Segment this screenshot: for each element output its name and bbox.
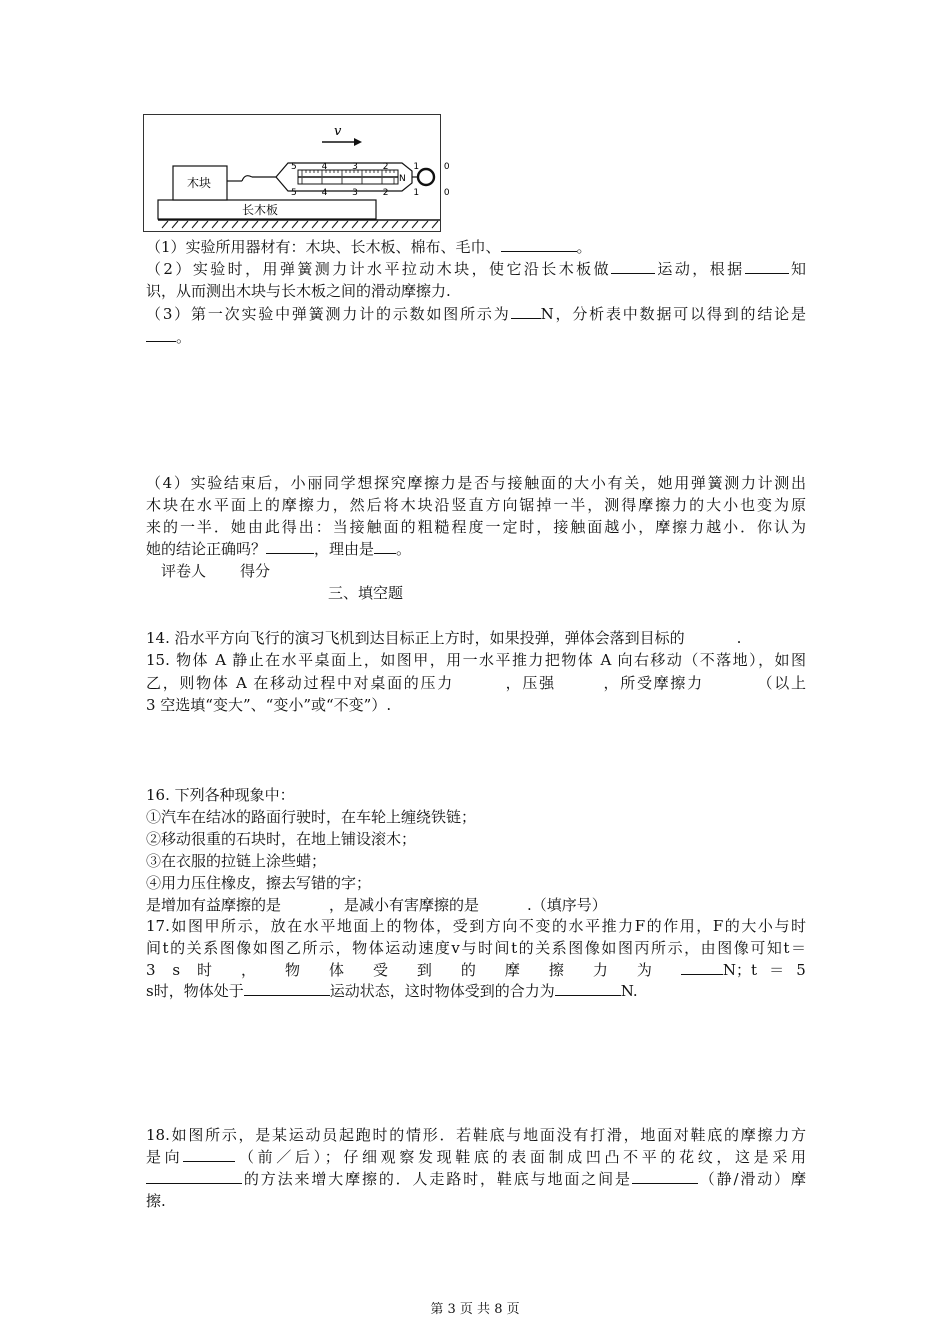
- grader-score: 得分: [240, 562, 271, 580]
- q18-line3: 的方法来增大摩擦的．人走路时，鞋底与地面之间是 （静/滑动）摩: [146, 1168, 806, 1190]
- q13-part2-line1: （2）实验时，用弹簧测力计水平拉动木块，使它沿长木板做 运动，根据 知: [146, 260, 806, 278]
- blank: [681, 959, 723, 975]
- blank: [632, 1168, 698, 1184]
- q13-part4-line3: 来的一半．她由此得出：当接触面的粗糙程度一定时，接触面越小，摩擦力越小．你认为: [146, 518, 806, 536]
- velocity-label: v: [334, 124, 342, 139]
- blank: [611, 258, 655, 274]
- blank: [266, 538, 314, 554]
- grader-reviewer: 评卷人: [161, 562, 207, 580]
- q17-line3: 3 s 时 ， 物 体 受 到 的 摩 擦 力 为 N；t＝5: [146, 961, 806, 979]
- blank: [555, 980, 621, 996]
- blank: [745, 258, 789, 274]
- blank: [511, 303, 541, 319]
- q16-item-4: ④用力压住橡皮，擦去写错的字；: [146, 874, 372, 892]
- page-footer: 第 3 页 共 8 页: [430, 1302, 520, 1317]
- q18-line2: 是向 （前／后）；仔细观察发现鞋底的表面制成凹凸不平的花纹，这是采用: [146, 1148, 806, 1166]
- blank: [244, 980, 330, 996]
- q17-line2: 间t的关系图像如图乙所示，物体运动速度v与时间t的关系图像如图丙所示，由图像可知t＝: [146, 939, 806, 957]
- scale-unit: N: [399, 174, 406, 184]
- grader-row: [161, 560, 270, 581]
- q16-answer-line: 是增加有益摩擦的是 ，是减小有害摩擦的是 .（填序号）: [146, 896, 607, 914]
- q13-part3-line2: 。: [146, 326, 806, 348]
- q16-title: 16. 下列各种现象中：: [146, 786, 295, 804]
- experiment-diagram: [144, 115, 461, 231]
- block-label: 木块: [187, 176, 212, 190]
- q14: 14. 沿水平方向飞行的演习飞机到达目标正上方时，如果投弹，弹体会落到目标的 .: [146, 629, 742, 647]
- q15-line1: 15. 物体 A 静止在水平桌面上，如图甲，用一水平推力把物体 A 向右移动（不落地），如图: [146, 651, 806, 669]
- q15-line3: 3 空选填“变大”、“变小”或“不变”）.: [146, 696, 392, 714]
- q13-part2-line2: 识，从而测出木块与长木板之间的滑动摩擦力.: [146, 282, 451, 300]
- q16-item-3: ③在衣服的拉链上涂些蜡；: [146, 852, 327, 870]
- blank: [183, 1146, 235, 1162]
- q13-part1: （1）实验所用器材有：木块、长木板、棉布、毛巾、 。: [146, 238, 592, 256]
- q13-part4-line1: （4）实验结束后，小丽同学想探究摩擦力是否与接触面的大小有关，她用弹簧测力计测出: [146, 474, 806, 492]
- q18-line4: 擦.: [146, 1192, 166, 1210]
- blank: [374, 538, 396, 554]
- hook: [242, 176, 252, 181]
- board-label: 长木板: [242, 203, 279, 217]
- q13-part3-line1: （3）第一次实验中弹簧测力计的示数如图所示为 N，分析表中数据可以得到的结论是: [146, 305, 806, 323]
- ground-hatch: [162, 221, 438, 228]
- section-title: 三、填空题: [328, 584, 404, 602]
- scale-top-numbers: 5 4 3 2 1 0: [291, 162, 461, 172]
- blank: [146, 326, 176, 342]
- blank: [146, 1168, 242, 1184]
- q13-part4-line2: 木块在水平面上的摩擦力，然后将木块沿竖直方向锯掉一半，测得摩擦力的大小也变为原: [146, 496, 806, 514]
- q15-line2: 乙，则物体 A 在移动过程中对桌面的压力 ，压强 ，所受摩擦力 （以上: [146, 674, 806, 692]
- q17-line4: s时，物体处于 运动状态，这时物体受到的合力为 N.: [146, 982, 638, 1000]
- q17-line1: 17.如图甲所示，放在水平地面上的物体，受到方向不变的水平推力F的作用，F的大小与时: [146, 917, 806, 935]
- q18-line1: 18.如图所示，是某运动员起跑时的情形．若鞋底与地面没有打滑，地面对鞋底的摩擦力方: [146, 1126, 806, 1144]
- scale-bottom-numbers: 5 4 3 2 1 0: [291, 188, 461, 198]
- q13-part4-line4: 她的结论正确吗？ ，理由是 。: [146, 540, 412, 558]
- q16-item-2: ②移动很重的石块时，在地上铺设滚木；: [146, 830, 417, 848]
- q16-item-1: ①汽车在结冰的路面行驶时，在车轮上缠绕铁链；: [146, 808, 477, 826]
- blank: [501, 236, 577, 252]
- experiment-figure: [143, 114, 461, 232]
